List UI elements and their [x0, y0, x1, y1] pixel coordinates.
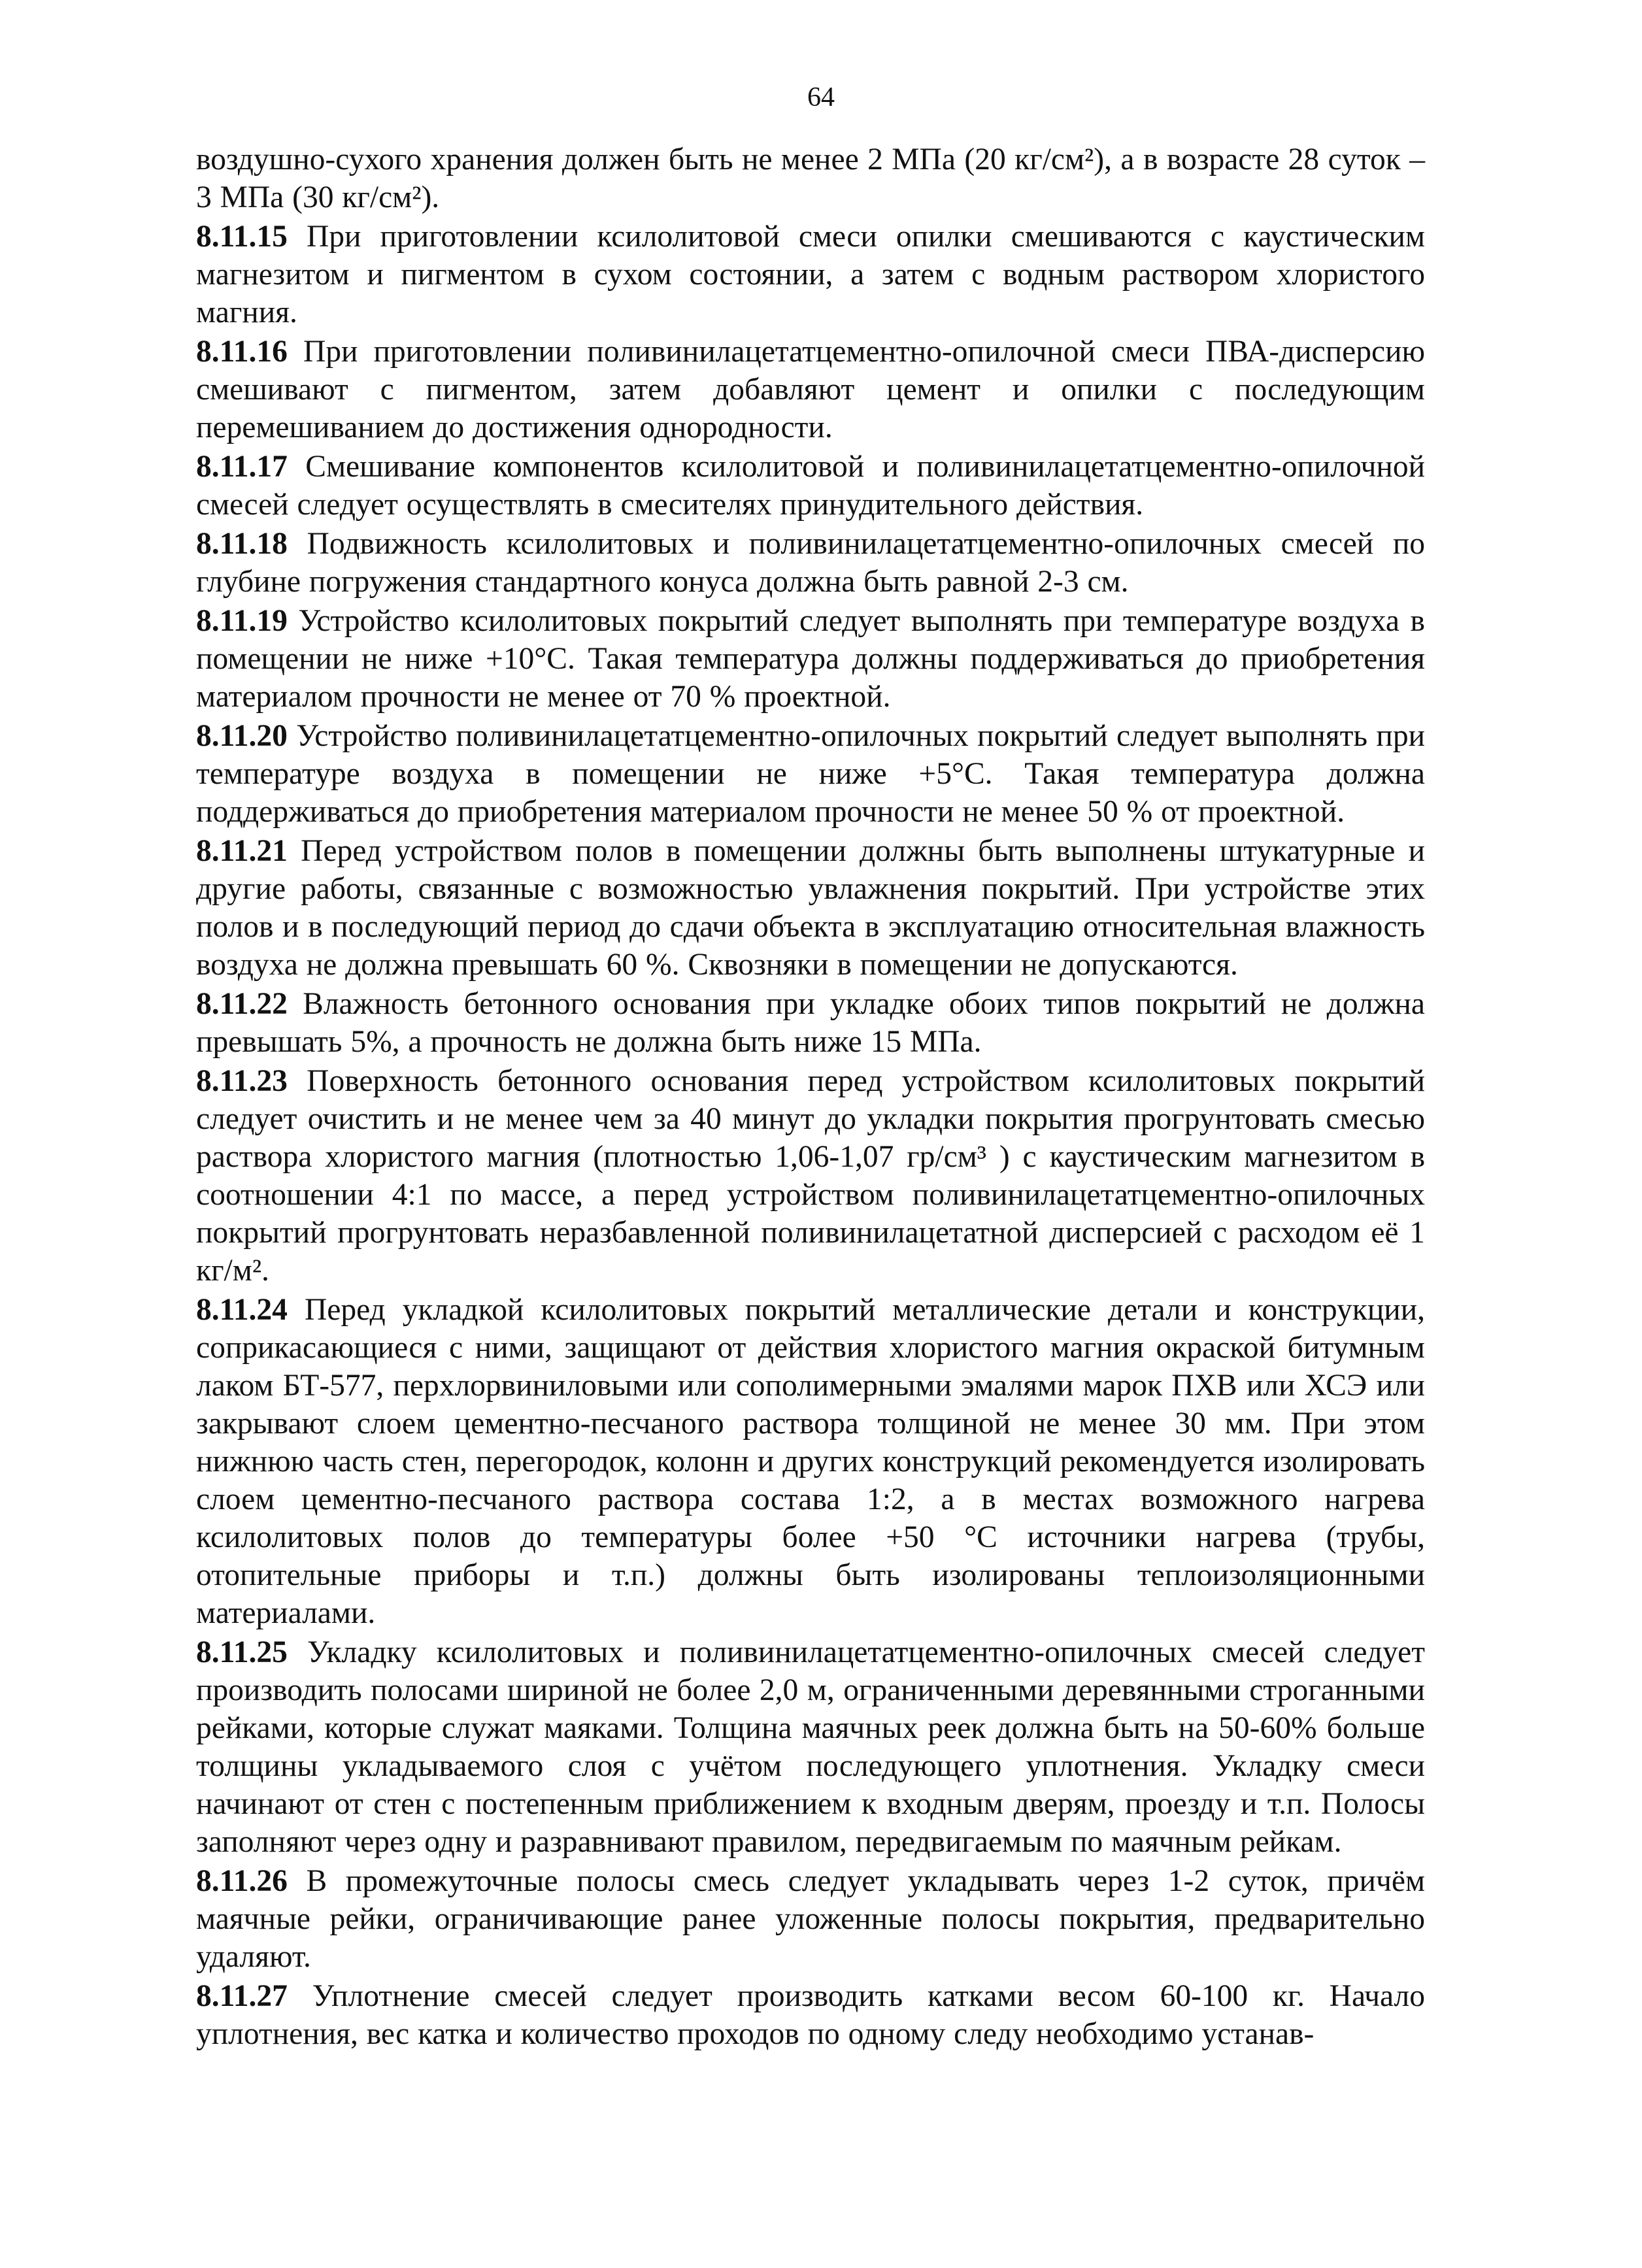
- clause-number: 8.11.17: [196, 450, 288, 484]
- paragraph-text: В промежуточные полосы смесь следует укладывать через 1-2 суток, причём маячные рейки, ограничивающие ранее уложенные полосы покрытия, предварительно удаляют.: [196, 1864, 1426, 1974]
- document-body: [196, 141, 1425, 2054]
- page-number: 64: [807, 82, 835, 112]
- clause-number: 8.11.18: [196, 527, 288, 561]
- paragraph-text: Перед укладкой ксилолитовых покрытий металлические детали и конструкции, соприкасающиеся с ними, защищают от действия хлористого магния окраской битумным лаком БТ-577, перхлорвиниловыми или сополимерными эмалями марок ПХВ или ХСЭ или закрывают слоем цементно-песчаного раствора толщиной не менее 30 мм. При этом нижнюю часть стен, перегородок, колонн и других конструкций рекомендуется изолировать слоем цементно-песчаного раствора состава 1:2, а в местах возможного нагрева ксилолитовых полов до температуры более +50 °С источники нагрева (трубы, отопительные приборы и т.п.) должны быть изолированы теплоизоляционными материалами.: [196, 1293, 1426, 1630]
- paragraph-8-11-18: [196, 525, 1425, 601]
- paragraph-text: Смешивание компонентов ксилолитовой и поливинилацетатцементно-опилочной смесей следует осуществлять в смесителях принудительного действия.: [196, 450, 1426, 522]
- paragraph-8-11-26: [196, 1862, 1425, 1976]
- paragraph-8-11-19: [196, 602, 1425, 716]
- paragraph-text: Подвижность ксилолитовых и поливинилацетатцементно-опилочных смесей по глубине погружения стандартного конуса должна быть равной 2-3 см.: [196, 527, 1426, 599]
- clause-number: 8.11.19: [196, 604, 288, 638]
- clause-number: 8.11.27: [196, 1979, 288, 2013]
- paragraph-8-11-17: [196, 448, 1425, 524]
- paragraph-8-11-16: [196, 333, 1425, 446]
- clause-number: 8.11.23: [196, 1064, 288, 1098]
- clause-number: 8.11.16: [196, 335, 288, 369]
- paragraph-text: Перед устройством полов в помещении должны быть выполнены штукатурные и другие работы, связанные с возможностью увлажнения покрытий. При устройстве этих полов и в последующий период до сдачи объекта в эксплуатацию относительная влажность воздуха не должна превышать 60 %. Сквозняки в помещении не допускаются.: [196, 834, 1425, 982]
- paragraph-8-11-27: [196, 1977, 1425, 2053]
- clause-number: 8.11.26: [196, 1864, 288, 1898]
- paragraph-text: При приготовлении ксилолитовой смеси опилки смешиваются с каустическим магнезитом и пигментом в сухом состоянии, а затем с водным раствором хлористого магния.: [196, 220, 1426, 329]
- paragraph-8-11-25: [196, 1633, 1425, 1861]
- paragraph-text: Влажность бетонного основания при укладке обоих типов покрытий не должна превышать 5%, а прочность не должна быть ниже 15 МПа.: [196, 987, 1425, 1059]
- paragraph-text: воздушно-сухого хранения должен быть не менее 2 МПа (20 кг/см²), а в возрасте 28 суток – 3 МПа (30 кг/см²).: [196, 142, 1425, 214]
- paragraph-text: Поверхность бетонного основания перед устройством ксилолитовых покрытий следует очистить и не менее чем за 40 минут до укладки покрытия прогрунтовать смесью раствора хлористого магния (плотностью 1,06-1,07 гр/см³ ) с каустическим магнезитом в соотношении 4:1 по массе, а перед устройством поливинилацетатцементно-опилочных покрытий прогрунтовать неразбавленной поливинилацетатной дисперсией с расходом её 1 кг/м².: [196, 1064, 1425, 1288]
- paragraph-8-11-24: [196, 1291, 1425, 1632]
- paragraph-text: При приготовлении поливинилацетатцементно-опилочной смеси ПВА-дисперсию смешивают с пигментом, затем добавляют цемент и опилки с последующим перемешиванием до достижения однородности.: [196, 335, 1426, 444]
- paragraph-text: Устройство поливинилацетатцементно-опилочных покрытий следует выполнять при температуре воздуха в помещении не ниже +5°С. Такая температура должна поддерживаться до приобретения материалом прочности не менее 50 % от проектной.: [196, 719, 1426, 829]
- clause-number: 8.11.22: [196, 987, 288, 1021]
- paragraph-8-11-23: [196, 1062, 1425, 1290]
- paragraph-8-11-15: [196, 218, 1425, 331]
- clause-number: 8.11.21: [196, 834, 288, 868]
- paragraph-text: Уплотнение смесей следует производить катками весом 60-100 кг. Начало уплотнения, вес катка и количество проходов по одному следу необходимо устанав-: [196, 1979, 1425, 2051]
- paragraph-8-11-22: [196, 985, 1425, 1061]
- paragraph-8-11-20: [196, 717, 1425, 831]
- clause-number: 8.11.24: [196, 1293, 288, 1327]
- clause-number: 8.11.25: [196, 1635, 288, 1669]
- clause-number: 8.11.15: [196, 220, 288, 254]
- paragraph-continuation: [196, 141, 1425, 216]
- paragraph-8-11-21: [196, 832, 1425, 984]
- clause-number: 8.11.20: [196, 719, 288, 753]
- paragraph-text: Устройство ксилолитовых покрытий следует выполнять при температуре воздуха в помещении не ниже +10°С. Такая температура должны поддерживаться до приобретения материалом прочности не менее от 70 % проектной.: [196, 604, 1425, 714]
- paragraph-text: Укладку ксилолитовых и поливинилацетатцементно-опилочных смесей следует производить полосами шириной не более 2,0 м, ограниченными деревянными строганными рейками, которые служат маяками. Толщина маячных реек должна быть на 50-60% больше толщины укладываемого слоя с учётом последующего уплотнения. Укладку смеси начинают от стен с постепенным приближением к входным дверям, проезду и т.п. Полосы заполняют через одну и разравнивают правилом, передвигаемым по маячным рейкам.: [196, 1635, 1426, 1859]
